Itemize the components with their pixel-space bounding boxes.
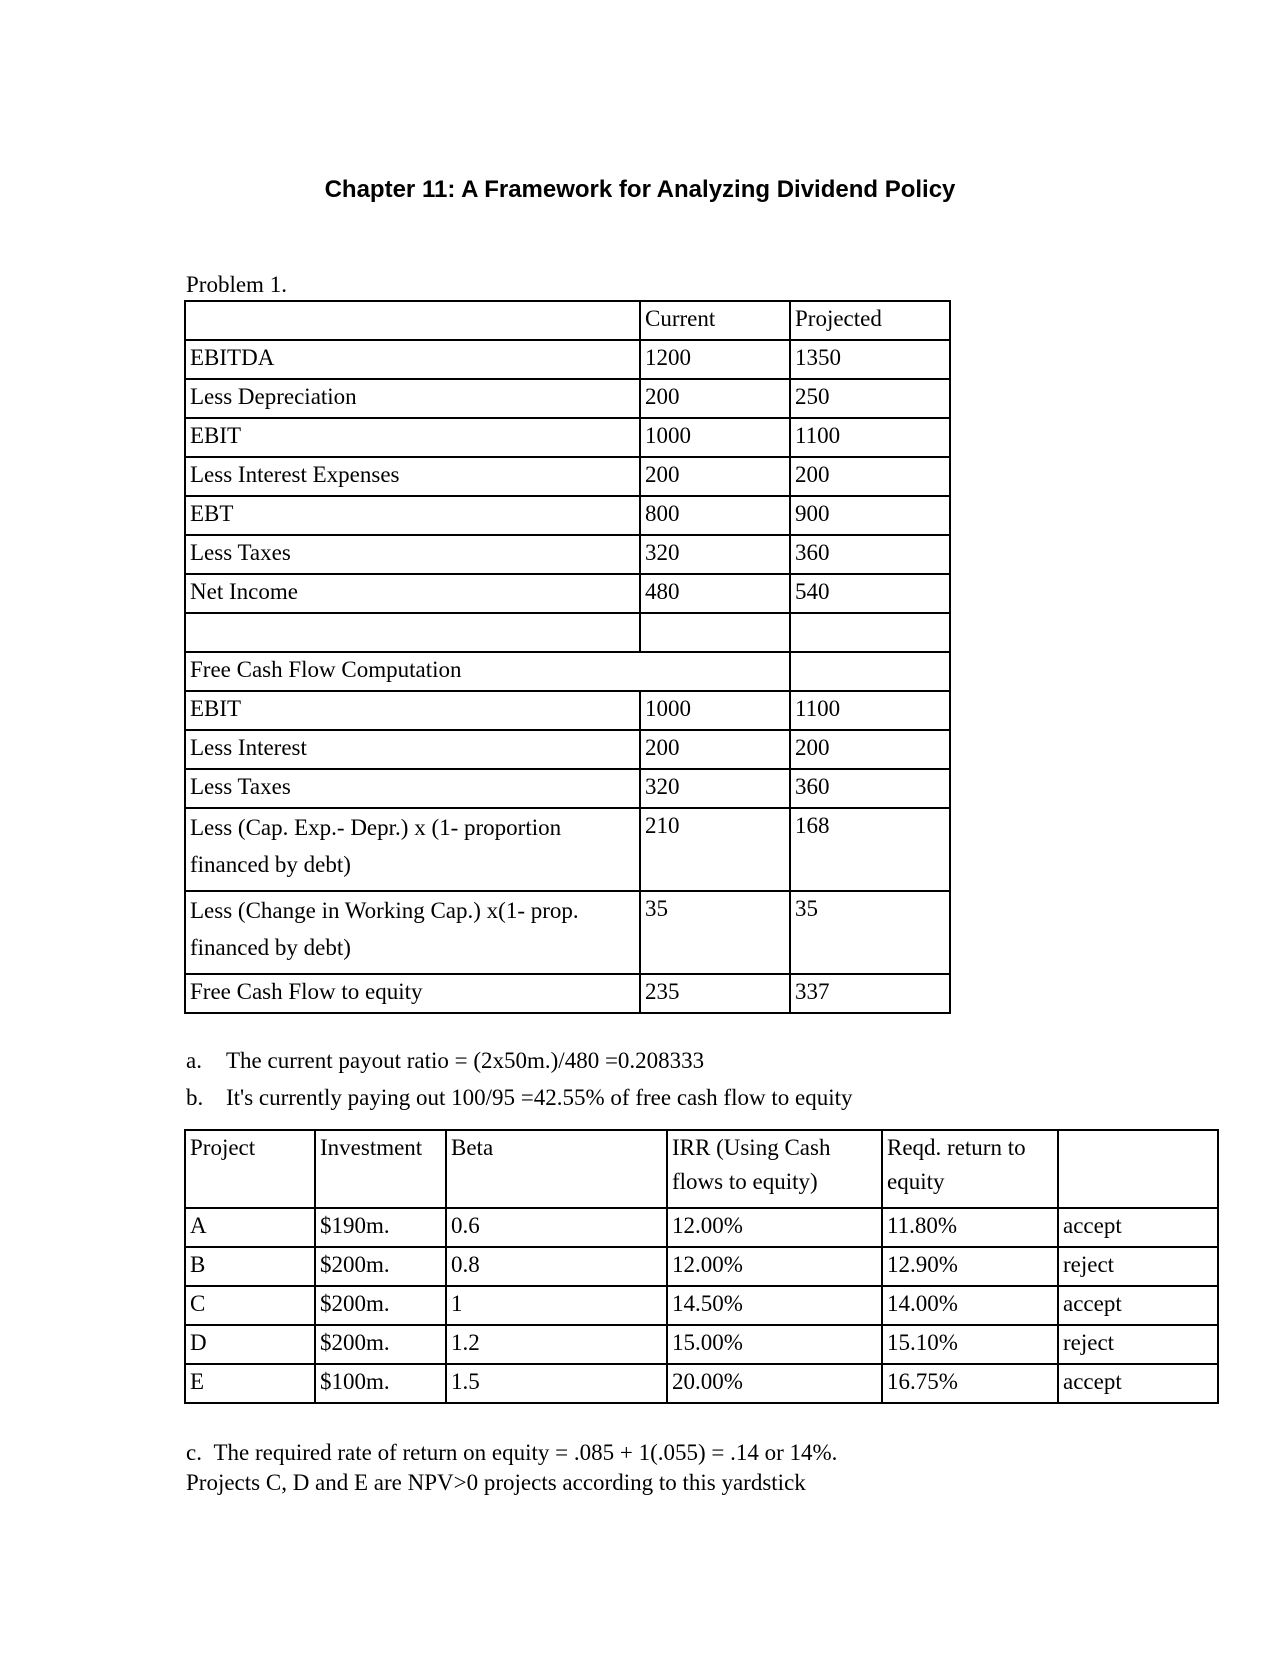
reqd-cell: 12.90% <box>882 1247 1058 1286</box>
row-label: EBIT <box>185 691 640 730</box>
row-label: Less (Change in Working Cap.) x(1- prop. financed by debt) <box>185 891 640 974</box>
header-project: Project <box>185 1130 315 1208</box>
project-cell: C <box>185 1286 315 1325</box>
projected-value: 360 <box>790 535 950 574</box>
header-decision <box>1058 1130 1218 1208</box>
note-label: b. <box>186 1085 204 1110</box>
projected-value: 35 <box>790 891 950 974</box>
income-statement-table <box>184 300 951 1014</box>
project-cell: B <box>185 1247 315 1286</box>
projected-value: 250 <box>790 379 950 418</box>
header-cell <box>185 301 640 340</box>
table-row <box>185 418 950 457</box>
table-row <box>185 535 950 574</box>
project-cell: D <box>185 1325 315 1364</box>
irr-cell: 20.00% <box>667 1364 882 1403</box>
row-label: EBT <box>185 496 640 535</box>
table-row <box>185 457 950 496</box>
problem-label: Problem 1. <box>186 272 287 297</box>
fcf-heading-row <box>185 652 950 691</box>
empty-cell <box>640 613 790 652</box>
current-value: 235 <box>640 974 790 1013</box>
beta-cell: 0.8 <box>446 1247 667 1286</box>
projected-value: 1100 <box>790 691 950 730</box>
empty-row <box>185 613 950 652</box>
header-projected: Projected <box>790 301 950 340</box>
beta-cell: 1 <box>446 1286 667 1325</box>
beta-cell: 1.5 <box>446 1364 667 1403</box>
table-row <box>185 891 950 974</box>
decision-cell: accept <box>1058 1208 1218 1247</box>
current-value: 200 <box>640 457 790 496</box>
project-cell: E <box>185 1364 315 1403</box>
projected-value: 1350 <box>790 340 950 379</box>
empty-cell <box>790 613 950 652</box>
investment-cell: $100m. <box>315 1364 446 1403</box>
table-row <box>185 574 950 613</box>
note-text: It's currently paying out 100/95 =42.55% of free cash flow to equity <box>226 1085 853 1110</box>
reqd-cell: 16.75% <box>882 1364 1058 1403</box>
note-b <box>186 1079 852 1116</box>
investment-cell: $200m. <box>315 1286 446 1325</box>
current-value: 1000 <box>640 418 790 457</box>
row-label: Less Interest Expenses <box>185 457 640 496</box>
note-text: The required rate of return on equity = .085 + 1(.055) = .14 or 14%. <box>213 1440 838 1465</box>
current-value: 1200 <box>640 340 790 379</box>
table-row <box>185 1247 1218 1286</box>
decision-cell: accept <box>1058 1286 1218 1325</box>
table-row <box>185 1325 1218 1364</box>
irr-cell: 12.00% <box>667 1247 882 1286</box>
empty-cell <box>790 652 950 691</box>
note-c <box>186 1438 837 1468</box>
table-row <box>185 730 950 769</box>
projected-value: 200 <box>790 457 950 496</box>
beta-cell: 0.6 <box>446 1208 667 1247</box>
header-reqd-return: Reqd. return to equity <box>882 1130 1058 1208</box>
row-label: EBITDA <box>185 340 640 379</box>
table-header-row <box>185 1130 1218 1208</box>
projected-value: 168 <box>790 808 950 891</box>
investment-cell: $190m. <box>315 1208 446 1247</box>
beta-cell: 1.2 <box>446 1325 667 1364</box>
current-value: 320 <box>640 535 790 574</box>
row-label: Free Cash Flow to equity <box>185 974 640 1013</box>
project-cell: A <box>185 1208 315 1247</box>
row-label: Less (Cap. Exp.- Depr.) x (1- proportion financed by debt) <box>185 808 640 891</box>
table-row <box>185 1208 1218 1247</box>
page-title: Chapter 11: A Framework for Analyzing Dividend Policy <box>324 176 956 203</box>
row-label: Less Depreciation <box>185 379 640 418</box>
table-row <box>185 691 950 730</box>
irr-cell: 14.50% <box>667 1286 882 1325</box>
table-row <box>185 808 950 891</box>
current-value: 800 <box>640 496 790 535</box>
current-value: 200 <box>640 379 790 418</box>
current-value: 200 <box>640 730 790 769</box>
row-label: Less Taxes <box>185 535 640 574</box>
projected-value: 540 <box>790 574 950 613</box>
projected-value: 360 <box>790 769 950 808</box>
table-row <box>185 974 950 1013</box>
current-value: 480 <box>640 574 790 613</box>
note-label: a. <box>186 1048 202 1073</box>
table-row <box>185 1286 1218 1325</box>
decision-cell: reject <box>1058 1247 1218 1286</box>
fcf-heading: Free Cash Flow Computation <box>185 652 790 691</box>
projected-value: 337 <box>790 974 950 1013</box>
reqd-cell: 11.80% <box>882 1208 1058 1247</box>
note-text: The current payout ratio = (2x50m.)/480 =0.208333 <box>226 1048 705 1073</box>
projected-value: 200 <box>790 730 950 769</box>
empty-cell <box>185 613 640 652</box>
row-label: Less Taxes <box>185 769 640 808</box>
notes-c <box>186 1438 837 1498</box>
table-row <box>185 1364 1218 1403</box>
notes-ab <box>186 1042 852 1116</box>
reqd-cell: 14.00% <box>882 1286 1058 1325</box>
header-investment: Investment <box>315 1130 446 1208</box>
table-row <box>185 379 950 418</box>
table-row <box>185 340 950 379</box>
current-value: 210 <box>640 808 790 891</box>
table-row <box>185 496 950 535</box>
row-label: Less Interest <box>185 730 640 769</box>
projected-value: 1100 <box>790 418 950 457</box>
investment-cell: $200m. <box>315 1325 446 1364</box>
investment-cell: $200m. <box>315 1247 446 1286</box>
note-label: c. <box>186 1440 202 1465</box>
decision-cell: accept <box>1058 1364 1218 1403</box>
header-current: Current <box>640 301 790 340</box>
note-a <box>186 1042 852 1079</box>
table-header-row <box>185 301 950 340</box>
projected-value: 900 <box>790 496 950 535</box>
current-value: 35 <box>640 891 790 974</box>
project-table <box>184 1129 1219 1404</box>
row-label: EBIT <box>185 418 640 457</box>
current-value: 320 <box>640 769 790 808</box>
irr-cell: 12.00% <box>667 1208 882 1247</box>
decision-cell: reject <box>1058 1325 1218 1364</box>
table-row <box>185 769 950 808</box>
header-irr: IRR (Using Cash flows to equity) <box>667 1130 882 1208</box>
irr-cell: 15.00% <box>667 1325 882 1364</box>
row-label: Net Income <box>185 574 640 613</box>
note-final: Projects C, D and E are NPV>0 projects according to this yardstick <box>186 1470 806 1495</box>
header-beta: Beta <box>446 1130 667 1208</box>
current-value: 1000 <box>640 691 790 730</box>
reqd-cell: 15.10% <box>882 1325 1058 1364</box>
